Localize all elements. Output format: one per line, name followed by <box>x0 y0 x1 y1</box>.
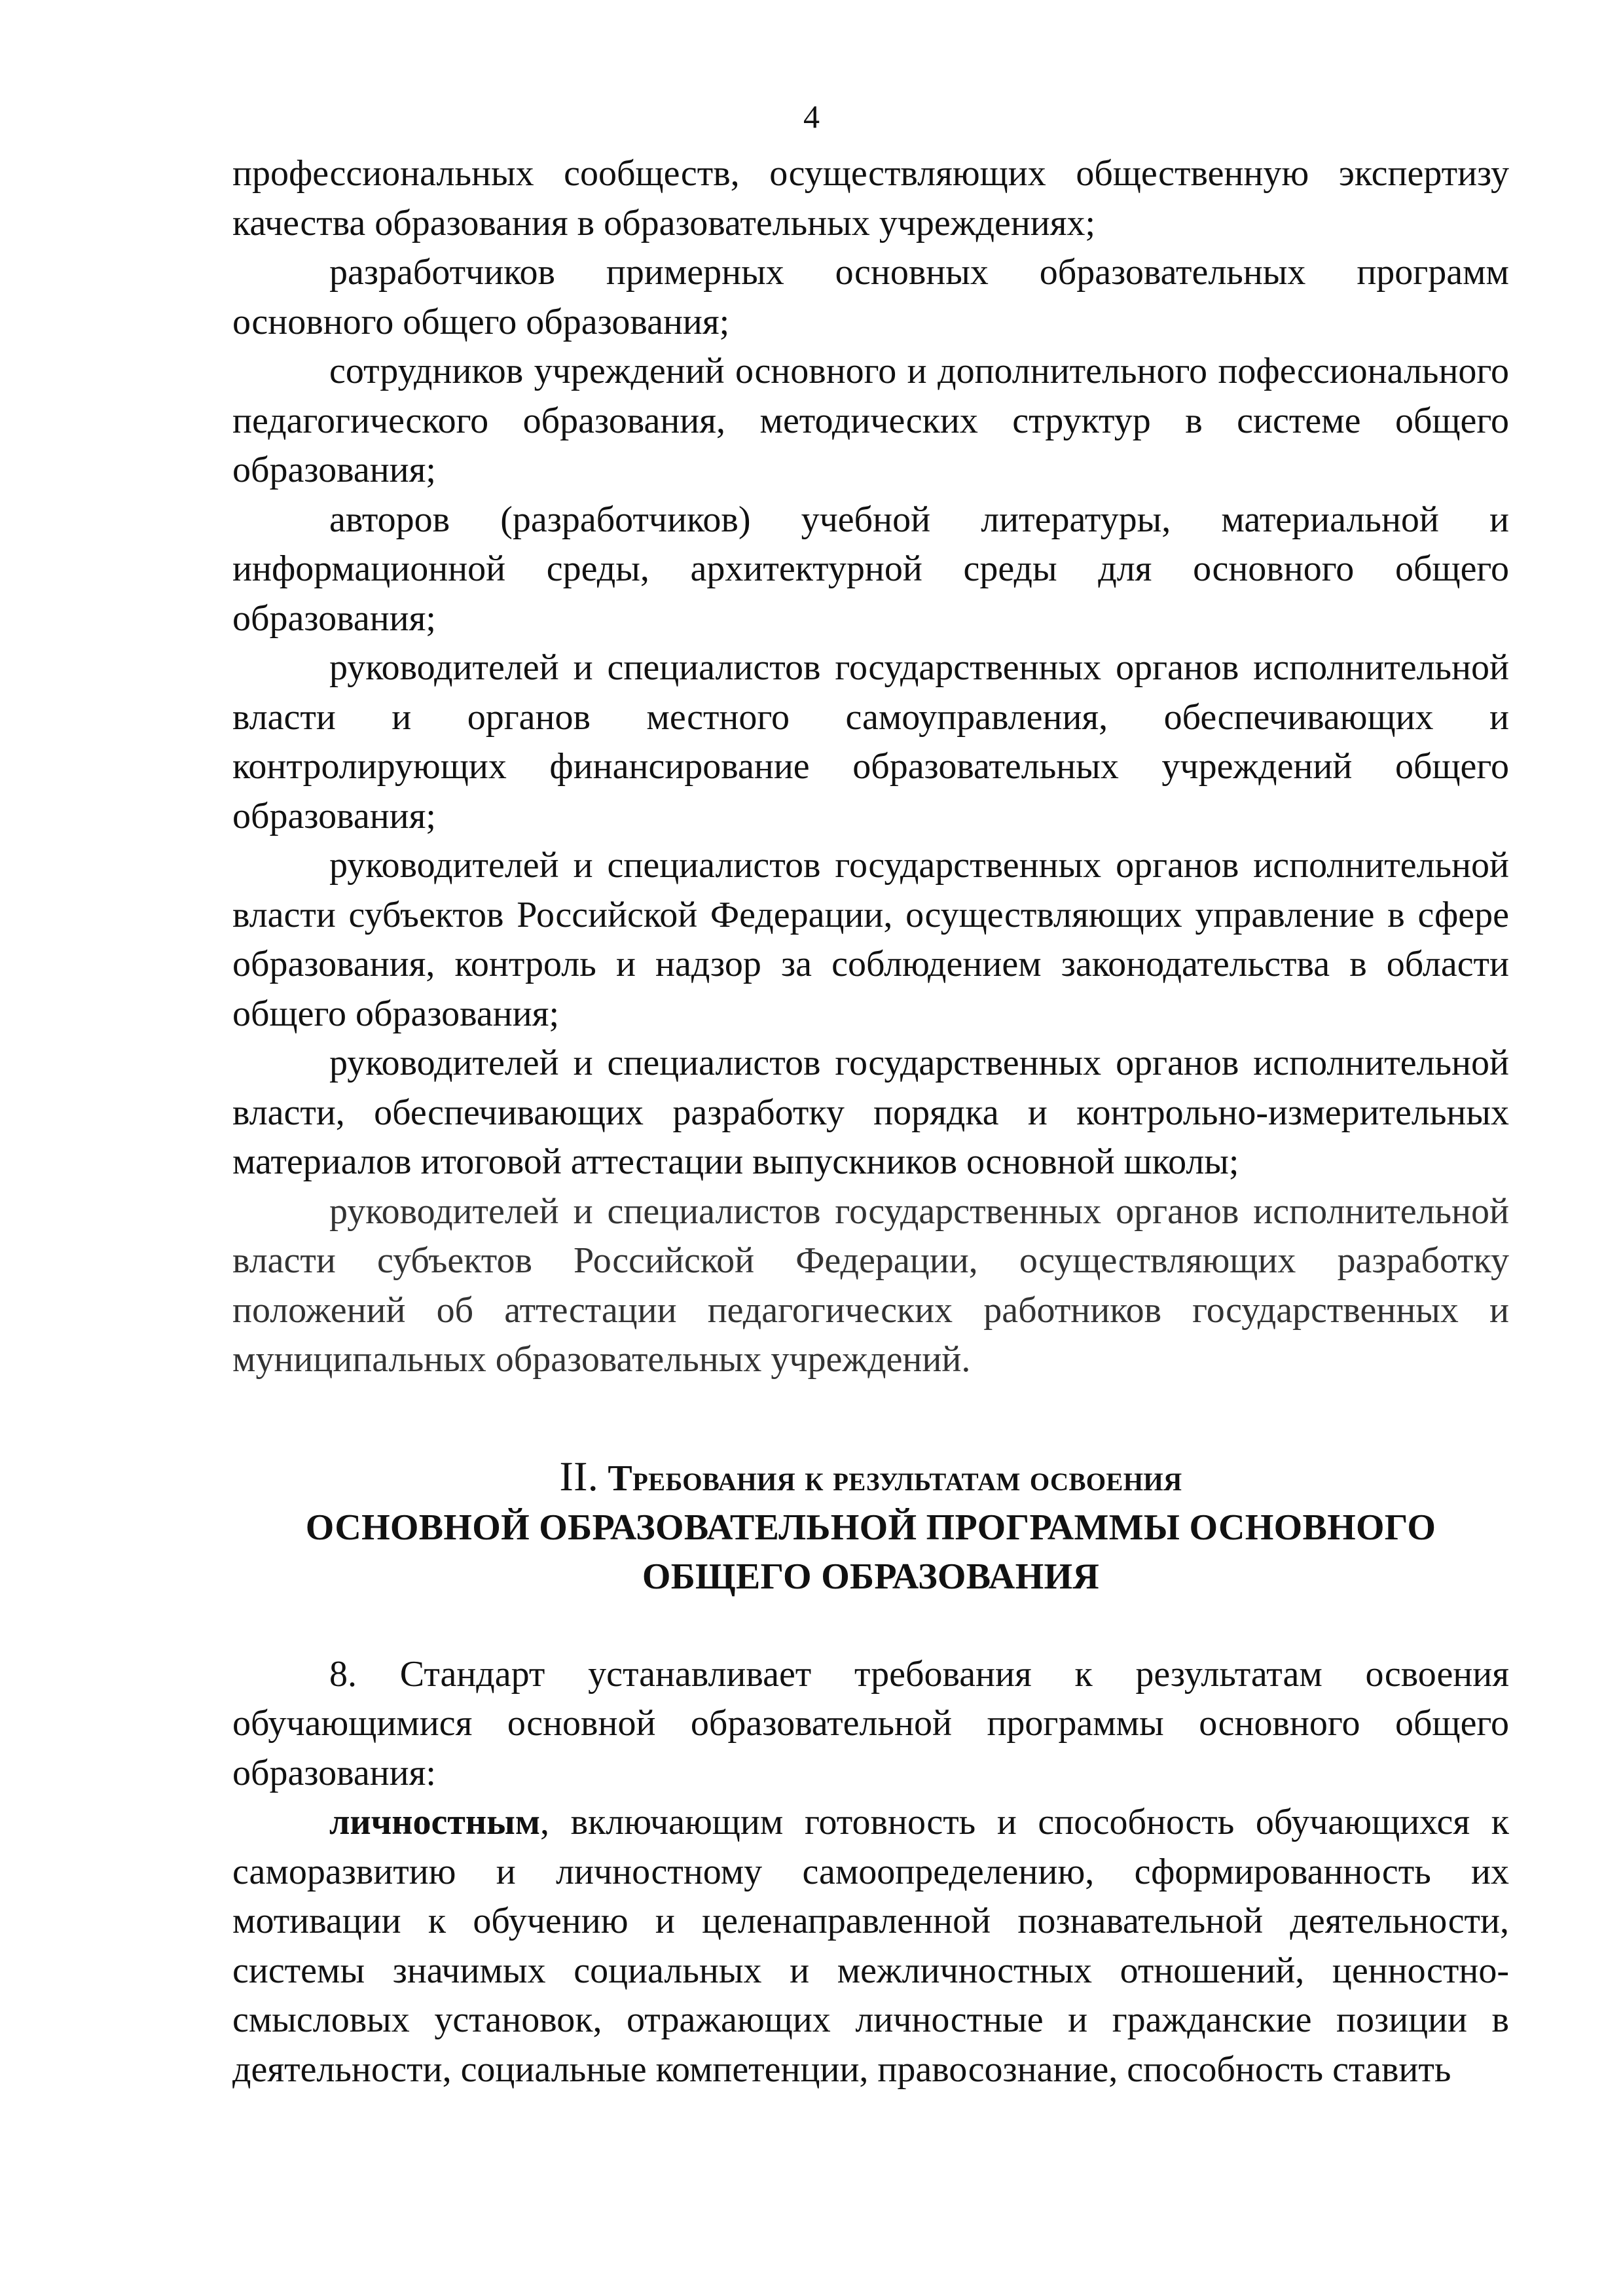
section-numeral: II. <box>559 1452 599 1499</box>
paragraph-professional-communities: профессиональных сообществ, осуществляющих общественную экспертизу качества образования в образовательных учреждениях; <box>232 153 1509 243</box>
paragraph-funding-officials: руководителей и специалистов государственных органов исполнительной власти и органов местного самоуправления, обеспечивающих и контролирующих финансирование образовательных учреждений общего образования; <box>232 647 1509 836</box>
personal-results-text: , включающим готовность и способность обучающихся к саморазвитию и личностному самоопределению, сформированность их мотивации к обучению и целенаправленной познавательной деятельности, системы значимых социальных и межличностных отношений, ценностно-смысловых установок, отражающих личностные и гражданские позиции в деятельности, социальные компетенции, правосознание, способность ставить <box>232 1802 1509 2090</box>
paragraph-institution-staff: сотрудников учреждений основного и дополнительного пофессионального педагогического образования, методических структур в системе общего образования; <box>232 351 1509 490</box>
section-heading-line-1 <box>232 1452 1509 1503</box>
page-number: 4 <box>803 98 820 135</box>
personal-results-term: личностным <box>329 1802 541 1842</box>
paragraph-program-developers: разработчиков примерных основных образовательных программ основного общего образования; <box>232 252 1509 342</box>
paragraph-personal-results <box>232 1798 1509 2094</box>
paragraph-attestation-procedure: руководителей и специалистов государственных органов исполнительной власти, обеспечивающих разработку порядка и контрольно-измерительных материалов итоговой аттестации выпускников основной школы; <box>232 1043 1509 1182</box>
section-title-line-1: Требования к результатам освоения <box>608 1458 1182 1499</box>
section-heading <box>232 1385 1509 1650</box>
section-title-line-3: ОБЩЕГО ОБРАЗОВАНИЯ <box>642 1556 1100 1597</box>
paragraph-education-management: руководителей и специалистов государственных органов исполнительной власти субъектов Российской Федерации, осуществляющих управление в сфере образования, контроль и надзор за соблюдением законодательства в области общего образования; <box>232 845 1509 1034</box>
paragraph-literature-authors: авторов (разработчиков) учебной литературы, материальной и информационной среды, архитектурной среды для основного общего образования; <box>232 499 1509 639</box>
paragraph-8-standard: 8. Стандарт устанавливает требования к результатам освоения обучающимися основной образовательной программы основного общего образования: <box>232 1653 1509 1793</box>
paragraph-teacher-attestation: руководителей и специалистов государственных органов исполнительной власти субъектов Российской Федерации, осуществляющих разработку положений об аттестации педагогических работников государственных и муниципальных образовательных учреждений. <box>232 1191 1509 1380</box>
section-title-line-2: ОСНОВНОЙ ОБРАЗОВАТЕЛЬНОЙ ПРОГРАММЫ ОСНОВНОГО <box>305 1507 1436 1548</box>
document-body <box>232 149 1509 2094</box>
